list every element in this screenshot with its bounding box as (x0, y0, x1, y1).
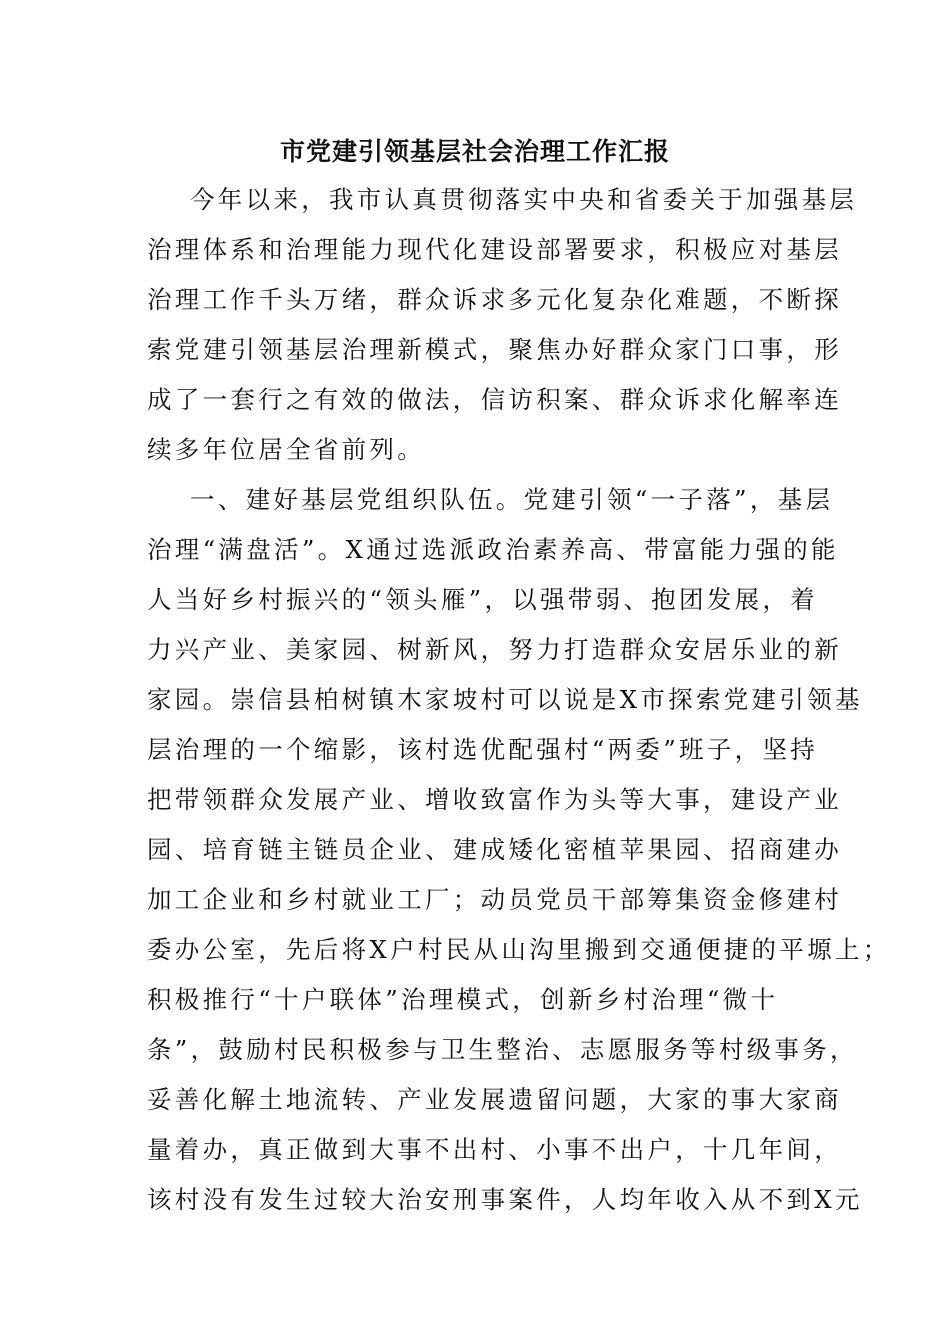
paragraph-line: 层治理的一个缩影，该村选优配强村“两委”班子，坚持 (147, 735, 819, 764)
paragraph-line: 人当好乡村振兴的“领头雁”，以强带弱、抱团发展，着 (147, 585, 819, 614)
paragraph-line: 家园。崇信县柏树镇木家坡村可以说是X市探索党建引领基 (147, 685, 863, 714)
paragraph-line: 续多年位居全省前列。 (147, 435, 425, 464)
paragraph-line: 园、培育链主链员企业、建成矮化密植苹果园、招商建办 (147, 835, 842, 864)
paragraph-line: 成了一套行之有效的做法，信访积案、群众诉求化解率连 (147, 385, 842, 414)
paragraph-line: 条”，鼓励村民积极参与卫生整治、志愿服务等村级事务， (147, 1035, 858, 1064)
paragraph-line: 治理工作千头万绪，群众诉求多元化复杂化难题，不断探 (147, 285, 842, 314)
paragraph-line: 积极推行“十户联体”治理模式，创新乡村治理“微十 (147, 985, 779, 1014)
document-title: 市党建引领基层社会治理工作汇报 (279, 137, 670, 166)
paragraph-line: 一、建好基层党组织队伍。党建引领“一子落”，基层 (190, 485, 834, 514)
paragraph-line: 加工企业和乡村就业工厂；动员党员干部筹集资金修建村 (147, 885, 842, 914)
paragraph-line: 量着办，真正做到大事不出村、小事不出户，十几年间， (147, 1135, 842, 1164)
paragraph-line: 妥善化解土地流转、产业发展遗留问题，大家的事大家商 (147, 1085, 842, 1114)
paragraph-line: 委办公室，先后将X户村民从山沟里搬到交通便捷的平塬上； (147, 935, 891, 964)
paragraph-line: 该村没有发生过较大治安刑事案件，人均年收入从不到X元 (147, 1185, 863, 1214)
paragraph-line: 索党建引领基层治理新模式，聚焦办好群众家门口事，形 (147, 335, 842, 364)
paragraph-line: 力兴产业、美家园、树新风，努力打造群众安居乐业的新 (147, 635, 842, 664)
paragraph-line: 治理“满盘活”。X通过选派政治素养高、带富能力强的能 (147, 535, 839, 564)
paragraph-line: 今年以来，我市认真贯彻落实中央和省委关于加强基层 (190, 185, 858, 214)
paragraph-line: 把带领群众发展产业、增收致富作为头等大事，建设产业 (147, 785, 842, 814)
paragraph-line: 治理体系和治理能力现代化建设部署要求，积极应对基层 (147, 235, 842, 264)
